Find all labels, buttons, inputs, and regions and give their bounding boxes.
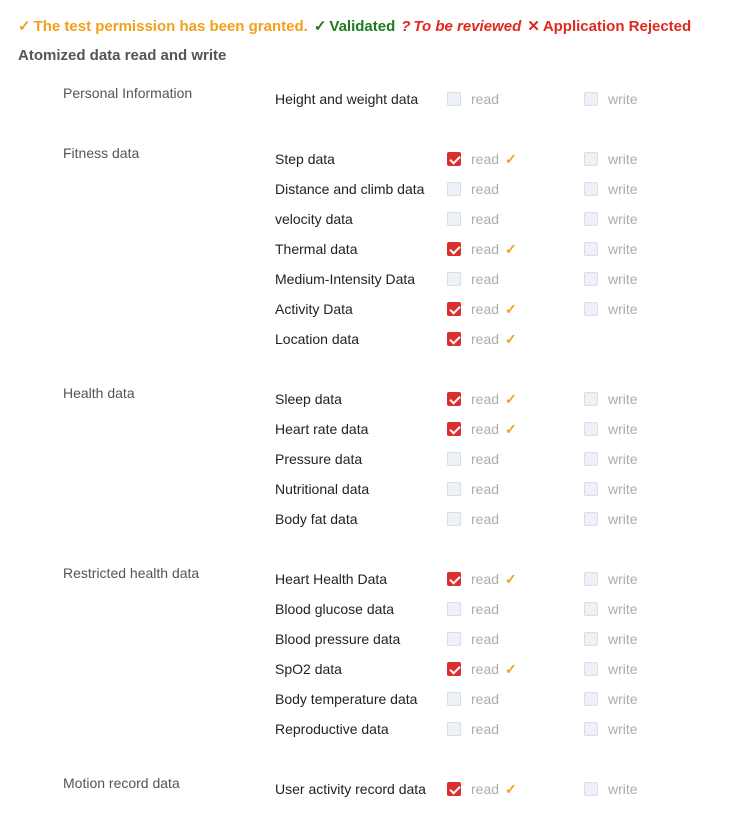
write-permission — [584, 691, 638, 707]
data-type-label: SpO2 data — [275, 661, 342, 677]
write-checkbox[interactable] — [584, 302, 598, 316]
read-label: read — [471, 421, 500, 437]
read-label: read — [471, 601, 500, 617]
legend-validated — [314, 17, 395, 35]
data-type-label: Blood pressure data — [275, 631, 401, 647]
read-checkbox[interactable] — [447, 662, 461, 676]
permission-row — [0, 234, 741, 264]
read-permission — [447, 691, 499, 707]
data-type-label: Activity Data — [275, 301, 353, 317]
permission-row — [0, 84, 741, 114]
read-permission — [447, 241, 517, 257]
legend-granted — [18, 17, 308, 35]
read-checkbox[interactable] — [447, 512, 461, 526]
write-permission — [584, 241, 638, 257]
group-label: Restricted health data — [63, 565, 200, 581]
write-permission — [584, 721, 638, 737]
read-permission — [447, 211, 499, 227]
read-checkbox[interactable] — [447, 632, 461, 646]
data-type-label: Reproductive data — [275, 721, 389, 737]
read-checkbox[interactable] — [447, 152, 461, 166]
group-label: Fitness data — [63, 145, 140, 161]
read-permission — [447, 721, 499, 737]
granted-check-icon: ✓ — [505, 660, 517, 677]
granted-check-icon: ✓ — [505, 240, 517, 257]
write-label: write — [608, 151, 638, 167]
read-label: read — [471, 631, 500, 647]
read-checkbox[interactable] — [447, 782, 461, 796]
write-checkbox[interactable] — [584, 92, 598, 106]
granted-check-icon: ✓ — [505, 570, 517, 587]
read-permission — [447, 781, 517, 797]
read-label: read — [471, 661, 500, 677]
read-checkbox[interactable] — [447, 482, 461, 496]
data-type-label: Height and weight data — [275, 91, 419, 107]
write-permission — [584, 151, 638, 167]
write-label: write — [608, 691, 638, 707]
read-permission — [447, 481, 499, 497]
write-permission — [584, 571, 638, 587]
read-checkbox[interactable] — [447, 242, 461, 256]
write-checkbox[interactable] — [584, 152, 598, 166]
permission-row — [0, 144, 741, 174]
write-label: write — [608, 391, 638, 407]
write-checkbox[interactable] — [584, 572, 598, 586]
read-label: read — [471, 451, 500, 467]
legend-review-label: To be reviewed — [413, 17, 522, 35]
read-checkbox[interactable] — [447, 182, 461, 196]
legend-granted-label: The test permission has been granted. — [33, 17, 308, 35]
granted-check-icon: ✓ — [505, 780, 517, 797]
read-label: read — [471, 721, 500, 737]
data-type-label: Step data — [275, 151, 335, 167]
read-checkbox[interactable] — [447, 392, 461, 406]
write-checkbox[interactable] — [584, 422, 598, 436]
write-label: write — [608, 511, 638, 527]
data-type-label: velocity data — [275, 211, 353, 227]
permission-group — [0, 384, 741, 534]
write-label: write — [608, 571, 638, 587]
write-label: write — [608, 421, 638, 437]
write-permission — [584, 781, 638, 797]
data-type-label: Distance and climb data — [275, 181, 425, 197]
data-type-label: User activity record data — [275, 781, 426, 797]
granted-check-icon: ✓ — [505, 330, 517, 347]
write-permission — [584, 511, 638, 527]
read-label: read — [471, 781, 500, 797]
read-label: read — [471, 181, 500, 197]
write-permission — [584, 421, 638, 437]
write-label: write — [608, 271, 638, 287]
write-permission — [584, 91, 638, 107]
read-permission — [447, 631, 499, 647]
read-label: read — [471, 241, 500, 257]
read-checkbox[interactable] — [447, 302, 461, 316]
write-permission — [584, 481, 638, 497]
read-label: read — [471, 271, 500, 287]
permission-row — [0, 594, 741, 624]
legend-rejected — [527, 17, 691, 35]
read-label: read — [471, 211, 500, 227]
granted-check-icon: ✓ — [505, 390, 517, 407]
cross-icon: ✕ — [527, 18, 540, 35]
permission-row — [0, 474, 741, 504]
read-checkbox[interactable] — [447, 602, 461, 616]
read-label: read — [471, 391, 500, 407]
group-label: Motion record data — [63, 775, 180, 791]
read-checkbox[interactable] — [447, 722, 461, 736]
write-checkbox[interactable] — [584, 632, 598, 646]
write-checkbox[interactable] — [584, 272, 598, 286]
read-label: read — [471, 511, 500, 527]
read-permission — [447, 91, 499, 107]
read-permission — [447, 451, 499, 467]
read-permission — [447, 661, 517, 677]
data-type-label: Nutritional data — [275, 481, 370, 497]
write-label: write — [608, 721, 638, 737]
permission-row — [0, 774, 741, 804]
write-checkbox[interactable] — [584, 242, 598, 256]
granted-check-icon: ✓ — [505, 150, 517, 167]
write-checkbox[interactable] — [584, 452, 598, 466]
read-checkbox[interactable] — [447, 572, 461, 586]
legend-rejected-label: Application Rejected — [542, 17, 692, 35]
read-checkbox[interactable] — [447, 332, 461, 346]
write-checkbox[interactable] — [584, 212, 598, 226]
data-type-label: Sleep data — [275, 391, 342, 407]
permission-row — [0, 504, 741, 534]
permission-groups — [0, 84, 741, 834]
permission-group — [0, 84, 741, 114]
read-label: read — [471, 691, 500, 707]
permission-row — [0, 414, 741, 444]
write-permission — [584, 451, 638, 467]
write-label: write — [608, 301, 638, 317]
read-permission — [447, 151, 517, 167]
read-label: read — [471, 91, 500, 107]
legend-review — [401, 18, 521, 35]
read-label: read — [471, 481, 500, 497]
data-type-label: Pressure data — [275, 451, 363, 467]
permission-row — [0, 624, 741, 654]
read-permission — [447, 391, 517, 407]
read-checkbox[interactable] — [447, 692, 461, 706]
permission-row — [0, 654, 741, 684]
write-checkbox[interactable] — [584, 482, 598, 496]
write-label: write — [608, 631, 638, 647]
permission-row — [0, 294, 741, 324]
question-icon: ? — [401, 17, 411, 35]
read-permission — [447, 421, 517, 437]
write-checkbox[interactable] — [584, 512, 598, 526]
data-type-label: Body fat data — [275, 511, 358, 527]
group-label: Personal Information — [63, 85, 193, 101]
write-permission — [584, 301, 638, 317]
permission-row — [0, 204, 741, 234]
write-label: write — [608, 211, 638, 227]
permission-row — [0, 264, 741, 294]
write-checkbox[interactable] — [584, 692, 598, 706]
write-label: write — [608, 451, 638, 467]
read-label: read — [471, 151, 500, 167]
write-permission — [584, 631, 638, 647]
read-checkbox[interactable] — [447, 92, 461, 106]
write-checkbox[interactable] — [584, 392, 598, 406]
data-type-label: Location data — [275, 331, 360, 347]
read-checkbox[interactable] — [447, 212, 461, 226]
write-label: write — [608, 241, 638, 257]
write-permission — [584, 271, 638, 287]
permission-group — [0, 564, 741, 744]
granted-check-icon: ✓ — [505, 300, 517, 317]
write-label: write — [608, 661, 638, 677]
read-permission — [447, 271, 499, 287]
permission-row — [0, 444, 741, 474]
write-permission — [584, 211, 638, 227]
read-label: read — [471, 571, 500, 587]
write-permission — [584, 601, 638, 617]
write-checkbox[interactable] — [584, 182, 598, 196]
read-permission — [447, 601, 499, 617]
read-permission — [447, 181, 499, 197]
read-permission — [447, 301, 517, 317]
group-label: Health data — [63, 385, 135, 401]
permission-row — [0, 564, 741, 594]
permission-row — [0, 384, 741, 414]
status-legend — [18, 17, 691, 35]
permission-row — [0, 174, 741, 204]
read-permission — [447, 571, 517, 587]
read-permission — [447, 331, 517, 347]
write-permission — [584, 391, 638, 407]
permission-group — [0, 144, 741, 354]
write-checkbox[interactable] — [584, 662, 598, 676]
data-type-label: Blood glucose data — [275, 601, 395, 617]
write-label: write — [608, 781, 638, 797]
read-permission — [447, 511, 499, 527]
permission-row — [0, 684, 741, 714]
data-type-label: Heart Health Data — [275, 571, 388, 587]
permission-row — [0, 714, 741, 744]
write-checkbox[interactable] — [584, 722, 598, 736]
legend-validated-label: Validated — [329, 17, 396, 35]
write-label: write — [608, 181, 638, 197]
check-icon: ✓ — [18, 18, 31, 35]
granted-check-icon: ✓ — [505, 420, 517, 437]
write-permission — [584, 181, 638, 197]
data-type-label: Medium-Intensity Data — [275, 271, 416, 287]
read-label: read — [471, 301, 500, 317]
write-permission — [584, 661, 638, 677]
read-checkbox[interactable] — [447, 272, 461, 286]
write-label: write — [608, 481, 638, 497]
read-checkbox[interactable] — [447, 452, 461, 466]
write-checkbox[interactable] — [584, 602, 598, 616]
write-checkbox[interactable] — [584, 782, 598, 796]
data-type-label: Thermal data — [275, 241, 358, 257]
write-label: write — [608, 91, 638, 107]
read-label: read — [471, 331, 500, 347]
data-type-label: Body temperature data — [275, 691, 418, 707]
section-title: Atomized data read and write — [18, 47, 227, 64]
permission-group — [0, 774, 741, 804]
data-type-label: Heart rate data — [275, 421, 369, 437]
read-checkbox[interactable] — [447, 422, 461, 436]
check-icon: ✓ — [313, 18, 327, 35]
write-label: write — [608, 601, 638, 617]
permission-row — [0, 324, 741, 354]
